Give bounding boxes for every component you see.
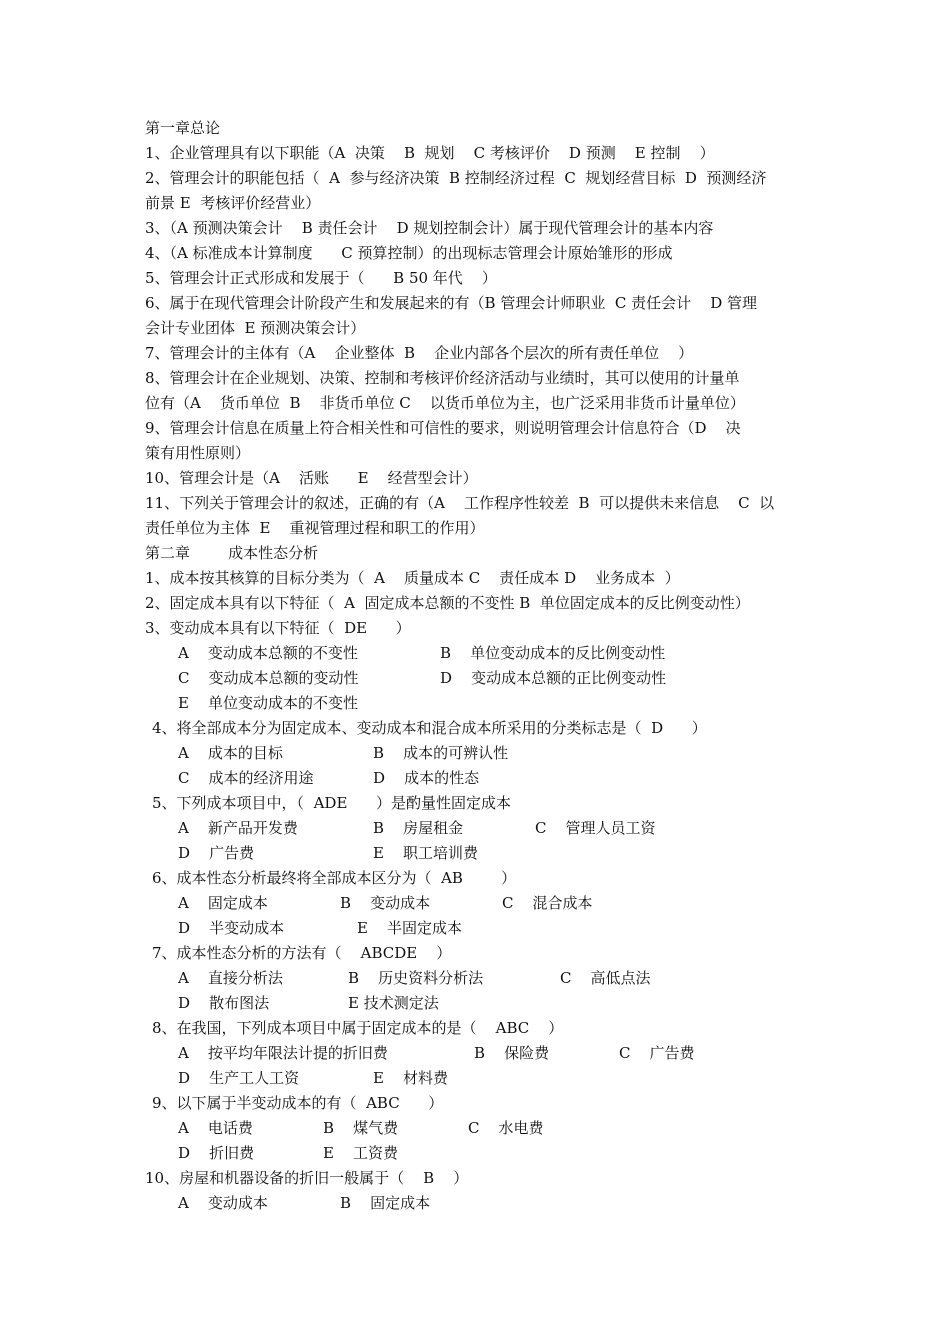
q1-10: 10、管理会计是（A 活账 E 经营型会计） — [145, 469, 478, 487]
q2-4: 4、将全部成本分为固定成本、变动成本和混合成本所采用的分类标志是（ D ） — [152, 719, 707, 737]
q1-8-line2: 位有（A 货币单位 B 非货币单位 C 以货币单位为主，也广泛采用非货币计量单位） — [145, 394, 745, 412]
q2-4-option-c: C 成本的经济用途 — [178, 769, 314, 787]
q2-5-option-e: E 职工培训费 — [373, 844, 479, 862]
q1-6-line2: 会计专业团体 E 预测决策会计） — [145, 319, 366, 337]
q1-11-line2: 责任单位为主体 E 重视管理过程和职工的作用） — [145, 519, 485, 537]
q2-5-option-a: A 新产品开发费 — [178, 819, 298, 837]
q1-2-line2: 前景 E 考核评价经营业） — [145, 194, 321, 212]
q2-4-option-a: A 成本的目标 — [178, 744, 283, 762]
q1-11-line1: 11、下列关于管理会计的叙述，正确的有（A 工作程序性较差 B 可以提供未来信息 C 以 — [145, 494, 775, 512]
q2-8-option-e: E 材料费 — [373, 1069, 449, 1087]
q2-1: 1、成本按其核算的目标分类为（ A 质量成本 C 责任成本 D 业务成本 ） — [145, 569, 680, 587]
q2-3-option-a: A 变动成本总额的不变性 — [178, 644, 358, 662]
q2-3-option-b: B 单位变动成本的反比例变动性 — [440, 644, 666, 662]
q1-7: 7、管理会计的主体有（A 企业整体 B 企业内部各个层次的所有责任单位 ） — [145, 344, 694, 362]
q2-10-option-a: A 变动成本 — [178, 1194, 268, 1212]
q2-9-option-d: D 折旧费 — [178, 1144, 255, 1162]
q2-9-option-e: E 工资费 — [323, 1144, 399, 1162]
q2-6-option-c: C 混合成本 — [502, 894, 593, 912]
q2-8-option-c: C 广告费 — [619, 1044, 695, 1062]
q2-3-option-e: E 单位变动成本的不变性 — [178, 694, 359, 712]
q2-9-option-b: B 煤气费 — [323, 1119, 399, 1137]
q2-10-option-b: B 固定成本 — [340, 1194, 431, 1212]
q2-8-option-b: B 保险费 — [474, 1044, 550, 1062]
q1-2-line1: 2、管理会计的职能包括（ A 参与经济决策 B 控制经济过程 C 规划经营目标 D 预测经济 — [145, 169, 767, 187]
q1-4: 4、（A 标准成本计算制度 C 预算控制）的出现标志管理会计原始雏形的形成 — [145, 244, 673, 262]
q2-3-option-c: C 变动成本总额的变动性 — [178, 669, 359, 687]
q2-7-option-a: A 直接分析法 — [178, 969, 283, 987]
chapter-2-title: 第二章 成本性态分析 — [145, 544, 319, 562]
q1-9-line2: 策有用性原则） — [145, 444, 251, 462]
q2-2: 2、固定成本具有以下特征（ A 固定成本总额的不变性 B 单位固定成本的反比例变动性） — [145, 594, 750, 612]
q2-10: 10、房屋和机器设备的折旧一般属于（ B ） — [145, 1169, 469, 1187]
q2-5-option-c: C 管理人员工资 — [535, 819, 656, 837]
q2-3-option-d: D 变动成本总额的正比例变动性 — [440, 669, 667, 687]
q2-5: 5、下列成本项目中，（ ADE ）是酌量性固定成本 — [152, 794, 511, 812]
q2-4-option-d: D 成本的性态 — [373, 769, 480, 787]
q2-3: 3、变动成本具有以下特征（ DE ） — [145, 619, 411, 637]
q2-6-option-d: D 半变动成本 — [178, 919, 285, 937]
q2-4-option-b: B 成本的可辨认性 — [373, 744, 509, 762]
q2-9-option-c: C 水电费 — [468, 1119, 544, 1137]
q2-8: 8、在我国，下列成本项目中属于固定成本的是（ ABC ） — [152, 1019, 564, 1037]
q1-5: 5、管理会计正式形成和发展于（ B 50 年代 ） — [145, 269, 497, 287]
q1-6-line1: 6、属于在现代管理会计阶段产生和发展起来的有（B 管理会计师职业 C 责任会计 D 管理 — [145, 294, 757, 312]
q1-3: 3、（A 预测决策会计 B 责任会计 D 规划控制会计）属于现代管理会计的基本内容 — [145, 219, 714, 237]
q1-9-line1: 9、管理会计信息在质量上符合相关性和可信性的要求，则说明管理会计信息符合（D 决 — [145, 419, 741, 437]
q2-7-option-b: B 历史资料分析法 — [348, 969, 484, 987]
q2-6-option-e: E 半固定成本 — [357, 919, 463, 937]
q2-6: 6、成本性态分析最终将全部成本区分为（ AB ） — [152, 869, 517, 887]
q2-7-option-c: C 高低点法 — [560, 969, 651, 987]
q1-1: 1、企业管理具有以下职能（A 决策 B 规划 C 考核评价 D 预测 E 控制 ） — [145, 144, 715, 162]
q2-6-option-a: A 固定成本 — [178, 894, 268, 912]
q2-7: 7、成本性态分析的方法有（ ABCDE ） — [152, 944, 452, 962]
q1-8-line1: 8、管理会计在企业规划、决策、控制和考核评价经济活动与业绩时，其可以使用的计量单 — [145, 369, 740, 387]
q2-5-option-d: D 广告费 — [178, 844, 255, 862]
q2-7-option-e: E 技术测定法 — [348, 994, 439, 1012]
q2-6-option-b: B 变动成本 — [340, 894, 431, 912]
q2-7-option-d: D 散布图法 — [178, 994, 270, 1012]
q2-8-option-d: D 生产工人工资 — [178, 1069, 300, 1087]
q2-8-option-a: A 按平均年限法计提的折旧费 — [178, 1044, 388, 1062]
q2-9: 9、以下属于半变动成本的有（ ABC ） — [152, 1094, 444, 1112]
q2-9-option-a: A 电话费 — [178, 1119, 253, 1137]
q2-5-option-b: B 房屋租金 — [373, 819, 464, 837]
chapter-1-title: 第一章总论 — [145, 119, 221, 137]
